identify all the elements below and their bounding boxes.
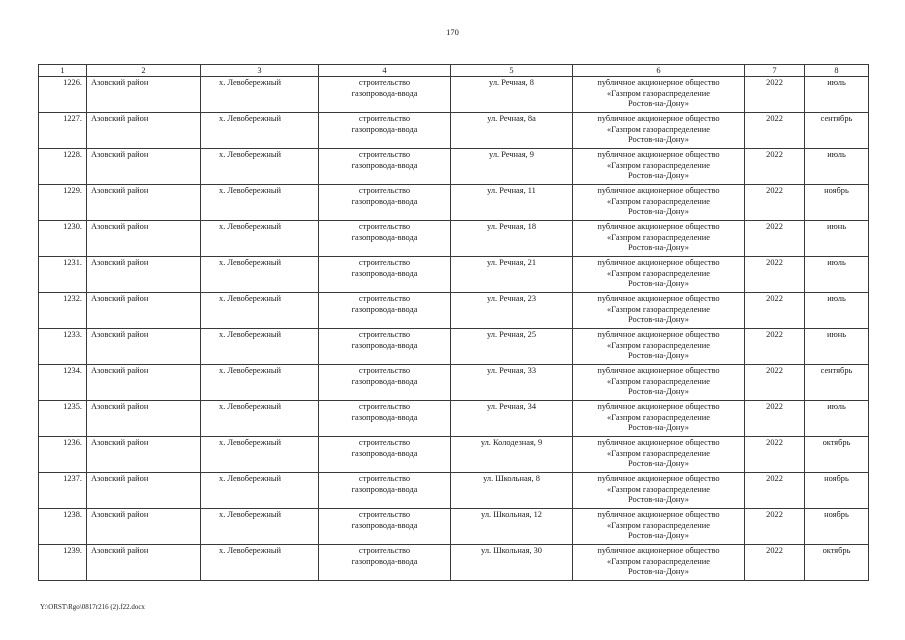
year-cell: 2022 <box>745 77 805 113</box>
work-type-cell <box>319 437 451 473</box>
organization-line: Ростов-на-Дону» <box>628 315 689 325</box>
work-type-line: газопровода-ввода <box>351 268 418 278</box>
column-number: 4 <box>319 65 451 77</box>
settlement-cell: х. Левобережный <box>201 293 319 329</box>
settlement-cell: х. Левобережный <box>201 437 319 473</box>
year-cell: 2022 <box>745 365 805 401</box>
district-cell: Азовский район <box>87 329 201 365</box>
district-cell: Азовский район <box>87 509 201 545</box>
work-type-cell <box>319 473 451 509</box>
year-cell: 2022 <box>745 329 805 365</box>
organization-line: публичное акционерное общество <box>597 150 720 159</box>
year-cell: 2022 <box>745 293 805 329</box>
address-cell: ул. Речная, 9 <box>451 149 573 185</box>
address-cell: ул. Речная, 11 <box>451 185 573 221</box>
address-cell: ул. Речная, 33 <box>451 365 573 401</box>
table-row <box>39 221 869 257</box>
month-cell: июль <box>805 257 869 293</box>
district-cell: Азовский район <box>87 473 201 509</box>
organization-line: Ростов-на-Дону» <box>628 531 689 541</box>
table-row <box>39 473 869 509</box>
column-number: 1 <box>39 65 87 77</box>
column-number: 3 <box>201 65 319 77</box>
settlement-cell: х. Левобережный <box>201 545 319 581</box>
table-row <box>39 365 869 401</box>
organization-line: публичное акционерное общество <box>597 510 720 519</box>
work-type-cell <box>319 257 451 293</box>
district-cell: Азовский район <box>87 221 201 257</box>
month-cell: сентябрь <box>805 113 869 149</box>
row-number-cell: 1228. <box>39 149 87 185</box>
work-type-cell <box>319 149 451 185</box>
row-number-cell: 1235. <box>39 401 87 437</box>
organization-line: публичное акционерное общество <box>597 330 720 339</box>
row-number-cell: 1239. <box>39 545 87 581</box>
organization-line: публичное акционерное общество <box>597 438 720 447</box>
address-cell: ул. Речная, 34 <box>451 401 573 437</box>
month-cell: июль <box>805 401 869 437</box>
work-type-line: строительство <box>358 222 411 231</box>
year-cell: 2022 <box>745 113 805 149</box>
organization-line: публичное акционерное общество <box>597 294 720 303</box>
organization-line: «Газпром газораспределение <box>607 124 710 134</box>
organization-line: «Газпром газораспределение <box>607 232 710 242</box>
organization-line: «Газпром газораспределение <box>607 340 710 350</box>
month-cell: июнь <box>805 329 869 365</box>
work-type-cell <box>319 509 451 545</box>
organization-cell <box>573 545 745 581</box>
address-cell: ул. Речная, 23 <box>451 293 573 329</box>
organization-cell <box>573 365 745 401</box>
table-row <box>39 329 869 365</box>
district-cell: Азовский район <box>87 401 201 437</box>
page-number: 170 <box>446 27 459 37</box>
organization-line: «Газпром газораспределение <box>607 448 710 458</box>
year-cell: 2022 <box>745 509 805 545</box>
work-type-line: газопровода-ввода <box>351 376 418 386</box>
address-cell: ул. Колодезная, 9 <box>451 437 573 473</box>
organization-line: Ростов-на-Дону» <box>628 459 689 469</box>
row-number-cell: 1231. <box>39 257 87 293</box>
organization-line: Ростов-на-Дону» <box>628 207 689 217</box>
district-cell: Азовский район <box>87 293 201 329</box>
year-cell: 2022 <box>745 257 805 293</box>
organization-line: публичное акционерное общество <box>597 402 720 411</box>
district-cell: Азовский район <box>87 77 201 113</box>
table-row <box>39 401 869 437</box>
organization-line: Ростов-на-Дону» <box>628 135 689 145</box>
organization-line: Ростов-на-Дону» <box>628 171 689 181</box>
organization-line: Ростов-на-Дону» <box>628 495 689 505</box>
work-type-cell <box>319 221 451 257</box>
district-cell: Азовский район <box>87 437 201 473</box>
work-type-cell <box>319 329 451 365</box>
settlement-cell: х. Левобережный <box>201 365 319 401</box>
work-type-line: строительство <box>358 294 411 303</box>
organization-line: «Газпром газораспределение <box>607 268 710 278</box>
organization-line: «Газпром газораспределение <box>607 376 710 386</box>
district-cell: Азовский район <box>87 365 201 401</box>
work-type-line: строительство <box>358 78 411 87</box>
work-type-line: строительство <box>358 546 411 555</box>
work-type-line: строительство <box>358 474 411 483</box>
month-cell: ноябрь <box>805 185 869 221</box>
work-type-line: газопровода-ввода <box>351 160 418 170</box>
work-type-cell <box>319 185 451 221</box>
row-number-cell: 1226. <box>39 77 87 113</box>
work-type-line: строительство <box>358 330 411 339</box>
district-cell: Азовский район <box>87 545 201 581</box>
organization-line: «Газпром газораспределение <box>607 88 710 98</box>
organization-cell <box>573 149 745 185</box>
work-type-cell <box>319 365 451 401</box>
organization-line: Ростов-на-Дону» <box>628 279 689 289</box>
settlement-cell: х. Левобережный <box>201 149 319 185</box>
district-cell: Азовский район <box>87 185 201 221</box>
work-type-line: строительство <box>358 186 411 195</box>
settlement-cell: х. Левобережный <box>201 113 319 149</box>
year-cell: 2022 <box>745 185 805 221</box>
table-row <box>39 509 869 545</box>
row-number-cell: 1232. <box>39 293 87 329</box>
month-cell: ноябрь <box>805 509 869 545</box>
organization-line: Ростов-на-Дону» <box>628 387 689 397</box>
organization-line: Ростов-на-Дону» <box>628 243 689 253</box>
organization-line: публичное акционерное общество <box>597 222 720 231</box>
row-number-cell: 1229. <box>39 185 87 221</box>
organization-cell <box>573 113 745 149</box>
work-type-line: газопровода-ввода <box>351 124 418 134</box>
organization-line: «Газпром газораспределение <box>607 556 710 566</box>
row-number-cell: 1237. <box>39 473 87 509</box>
work-type-cell <box>319 401 451 437</box>
row-number-cell: 1234. <box>39 365 87 401</box>
organization-line: «Газпром газораспределение <box>607 412 710 422</box>
organization-cell <box>573 473 745 509</box>
work-type-line: строительство <box>358 366 411 375</box>
table-row <box>39 437 869 473</box>
district-cell: Азовский район <box>87 113 201 149</box>
organization-line: Ростов-на-Дону» <box>628 423 689 433</box>
organization-cell <box>573 185 745 221</box>
address-cell: ул. Школьная, 12 <box>451 509 573 545</box>
address-cell: ул. Речная, 8а <box>451 113 573 149</box>
address-cell: ул. Речная, 25 <box>451 329 573 365</box>
year-cell: 2022 <box>745 221 805 257</box>
address-cell: ул. Речная, 8 <box>451 77 573 113</box>
settlement-cell: х. Левобережный <box>201 473 319 509</box>
work-type-cell <box>319 113 451 149</box>
work-type-line: газопровода-ввода <box>351 412 418 422</box>
address-cell: ул. Школьная, 8 <box>451 473 573 509</box>
settlement-cell: х. Левобережный <box>201 185 319 221</box>
work-type-line: строительство <box>358 258 411 267</box>
table-row <box>39 77 869 113</box>
year-cell: 2022 <box>745 545 805 581</box>
row-number-cell: 1233. <box>39 329 87 365</box>
column-number: 6 <box>573 65 745 77</box>
organization-cell <box>573 257 745 293</box>
organization-line: публичное акционерное общество <box>597 474 720 483</box>
organization-cell <box>573 401 745 437</box>
organization-cell <box>573 293 745 329</box>
month-cell: июль <box>805 149 869 185</box>
organization-cell <box>573 509 745 545</box>
row-number-cell: 1227. <box>39 113 87 149</box>
table-row <box>39 545 869 581</box>
work-type-line: газопровода-ввода <box>351 556 418 566</box>
work-type-cell <box>319 293 451 329</box>
organization-line: публичное акционерное общество <box>597 186 720 195</box>
month-cell: июнь <box>805 221 869 257</box>
month-cell: ноябрь <box>805 473 869 509</box>
year-cell: 2022 <box>745 473 805 509</box>
year-cell: 2022 <box>745 437 805 473</box>
table-row <box>39 185 869 221</box>
settlement-cell: х. Левобережный <box>201 77 319 113</box>
column-number: 7 <box>745 65 805 77</box>
column-number: 8 <box>805 65 869 77</box>
column-number: 5 <box>451 65 573 77</box>
table-row <box>39 113 869 149</box>
organization-cell <box>573 77 745 113</box>
district-cell: Азовский район <box>87 257 201 293</box>
row-number-cell: 1236. <box>39 437 87 473</box>
work-type-line: газопровода-ввода <box>351 232 418 242</box>
work-type-line: строительство <box>358 150 411 159</box>
organization-line: Ростов-на-Дону» <box>628 99 689 109</box>
month-cell: июль <box>805 293 869 329</box>
work-type-cell <box>319 77 451 113</box>
month-cell: июль <box>805 77 869 113</box>
organization-line: «Газпром газораспределение <box>607 304 710 314</box>
work-type-line: строительство <box>358 438 411 447</box>
settlement-cell: х. Левобережный <box>201 329 319 365</box>
column-number-row <box>39 65 869 77</box>
work-type-line: строительство <box>358 510 411 519</box>
organization-line: «Газпром газораспределение <box>607 484 710 494</box>
work-type-line: строительство <box>358 402 411 411</box>
settlement-cell: х. Левобережный <box>201 509 319 545</box>
organization-line: «Газпром газораспределение <box>607 196 710 206</box>
settlement-cell: х. Левобережный <box>201 401 319 437</box>
table-body <box>39 65 869 581</box>
month-cell: октябрь <box>805 437 869 473</box>
column-number: 2 <box>87 65 201 77</box>
settlement-cell: х. Левобережный <box>201 221 319 257</box>
organization-line: Ростов-на-Дону» <box>628 567 689 577</box>
organization-cell <box>573 221 745 257</box>
gas-registry-table <box>38 64 869 581</box>
month-cell: октябрь <box>805 545 869 581</box>
organization-cell <box>573 329 745 365</box>
month-cell: сентябрь <box>805 365 869 401</box>
organization-line: публичное акционерное общество <box>597 114 720 123</box>
table-row <box>39 257 869 293</box>
table-row <box>39 293 869 329</box>
address-cell: ул. Школьная, 30 <box>451 545 573 581</box>
work-type-line: строительство <box>358 114 411 123</box>
organization-cell <box>573 437 745 473</box>
organization-line: публичное акционерное общество <box>597 546 720 555</box>
organization-line: «Газпром газораспределение <box>607 520 710 530</box>
work-type-cell <box>319 545 451 581</box>
address-cell: ул. Речная, 18 <box>451 221 573 257</box>
work-type-line: газопровода-ввода <box>351 340 418 350</box>
row-number-cell: 1238. <box>39 509 87 545</box>
file-path-footer: Y:\ORST\Rgo\0817r216 (2).f22.docx <box>40 603 145 611</box>
work-type-line: газопровода-ввода <box>351 88 418 98</box>
work-type-line: газопровода-ввода <box>351 304 418 314</box>
work-type-line: газопровода-ввода <box>351 484 418 494</box>
district-cell: Азовский район <box>87 149 201 185</box>
year-cell: 2022 <box>745 149 805 185</box>
year-cell: 2022 <box>745 401 805 437</box>
organization-line: публичное акционерное общество <box>597 258 720 267</box>
address-cell: ул. Речная, 21 <box>451 257 573 293</box>
table-row <box>39 149 869 185</box>
settlement-cell: х. Левобережный <box>201 257 319 293</box>
organization-line: публичное акционерное общество <box>597 366 720 375</box>
row-number-cell: 1230. <box>39 221 87 257</box>
organization-line: «Газпром газораспределение <box>607 160 710 170</box>
work-type-line: газопровода-ввода <box>351 196 418 206</box>
work-type-line: газопровода-ввода <box>351 448 418 458</box>
organization-line: Ростов-на-Дону» <box>628 351 689 361</box>
work-type-line: газопровода-ввода <box>351 520 418 530</box>
organization-line: публичное акционерное общество <box>597 78 720 87</box>
